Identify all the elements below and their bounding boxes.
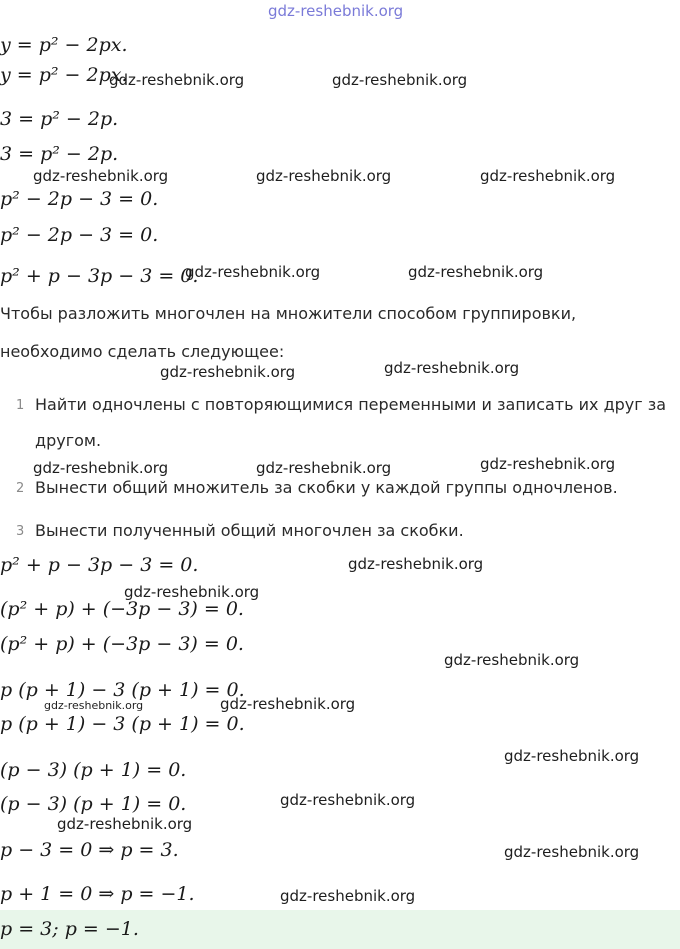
equation-line: (p − 3) (p + 1) = 0.	[0, 759, 187, 781]
watermark: gdz-reshebnik.org	[280, 887, 416, 905]
equation-line: y = p² − 2px.	[0, 34, 128, 56]
watermark: gdz-reshebnik.org	[384, 359, 520, 377]
equation-line: p (p + 1) − 3 (p + 1) = 0.	[0, 713, 245, 735]
equation-line: p² − 2p − 3 = 0.	[0, 188, 159, 210]
watermark: gdz-reshebnik.org	[280, 791, 416, 809]
watermark: gdz-reshebnik.org	[160, 363, 296, 381]
watermark: gdz-reshebnik.org	[33, 459, 169, 477]
watermark: gdz-reshebnik.org	[408, 263, 544, 281]
equation-line: p (p + 1) − 3 (p + 1) = 0.	[0, 679, 245, 701]
watermark: gdz-reshebnik.org	[504, 747, 640, 765]
watermark: gdz-reshebnik.org	[348, 555, 484, 573]
step-number: 1	[16, 398, 25, 413]
watermark: gdz-reshebnik.org	[33, 167, 169, 185]
step-text: Вынести общий множитель за скобки у каждой группы одночленов.	[35, 478, 618, 497]
watermark: gdz-reshebnik.org	[480, 455, 616, 473]
step-text: другом.	[35, 431, 102, 450]
step-text: Найти одночлены с повторяющимися переменными и записать их друг за	[35, 395, 667, 414]
watermark: gdz-reshebnik.org	[220, 695, 356, 713]
equation-line: p + 1 = 0 ⇒ p = −1.	[0, 883, 195, 905]
equation-line: (p − 3) (p + 1) = 0.	[0, 793, 187, 815]
watermark: gdz-reshebnik.org	[44, 699, 144, 712]
watermark: gdz-reshebnik.org	[444, 651, 580, 669]
watermark: gdz-reshebnik.org	[480, 167, 616, 185]
watermark: gdz-reshebnik.org	[256, 459, 392, 477]
equation-line: (p² + p) + (−3p − 3) = 0.	[0, 598, 244, 620]
step-text: Вынести полученный общий многочлен за скобки.	[35, 521, 464, 540]
equation-line: p − 3 = 0 ⇒ p = 3.	[0, 839, 179, 861]
equation-line: (p² + p) + (−3p − 3) = 0.	[0, 633, 244, 655]
watermark: gdz-reshebnik.org	[109, 71, 245, 89]
watermark: gdz-reshebnik.org	[504, 843, 640, 861]
watermark: gdz-reshebnik.org	[256, 167, 392, 185]
watermark-header: gdz-reshebnik.org	[268, 2, 404, 20]
equation-line: 3 = p² − 2p.	[0, 143, 119, 165]
step-number: 3	[16, 524, 25, 539]
watermark: gdz-reshebnik.org	[57, 815, 193, 833]
watermark: gdz-reshebnik.org	[185, 263, 321, 281]
watermark: gdz-reshebnik.org	[332, 71, 468, 89]
equation-line: p² + p − 3p − 3 = 0.	[0, 554, 199, 576]
watermark: gdz-reshebnik.org	[124, 583, 260, 601]
explanation-line: Чтобы разложить многочлен на множители способом группировки,	[0, 304, 577, 323]
equation-line: p² − 2p − 3 = 0.	[0, 224, 159, 246]
equation-line: y = p² − 2px.	[0, 64, 128, 86]
final-answer: p = 3; p = −1.	[0, 918, 139, 940]
equation-line: p² + p − 3p − 3 = 0.	[0, 265, 199, 287]
equation-line: 3 = p² − 2p.	[0, 108, 119, 130]
explanation-line: необходимо сделать следующее:	[0, 342, 285, 361]
step-number: 2	[16, 481, 25, 496]
